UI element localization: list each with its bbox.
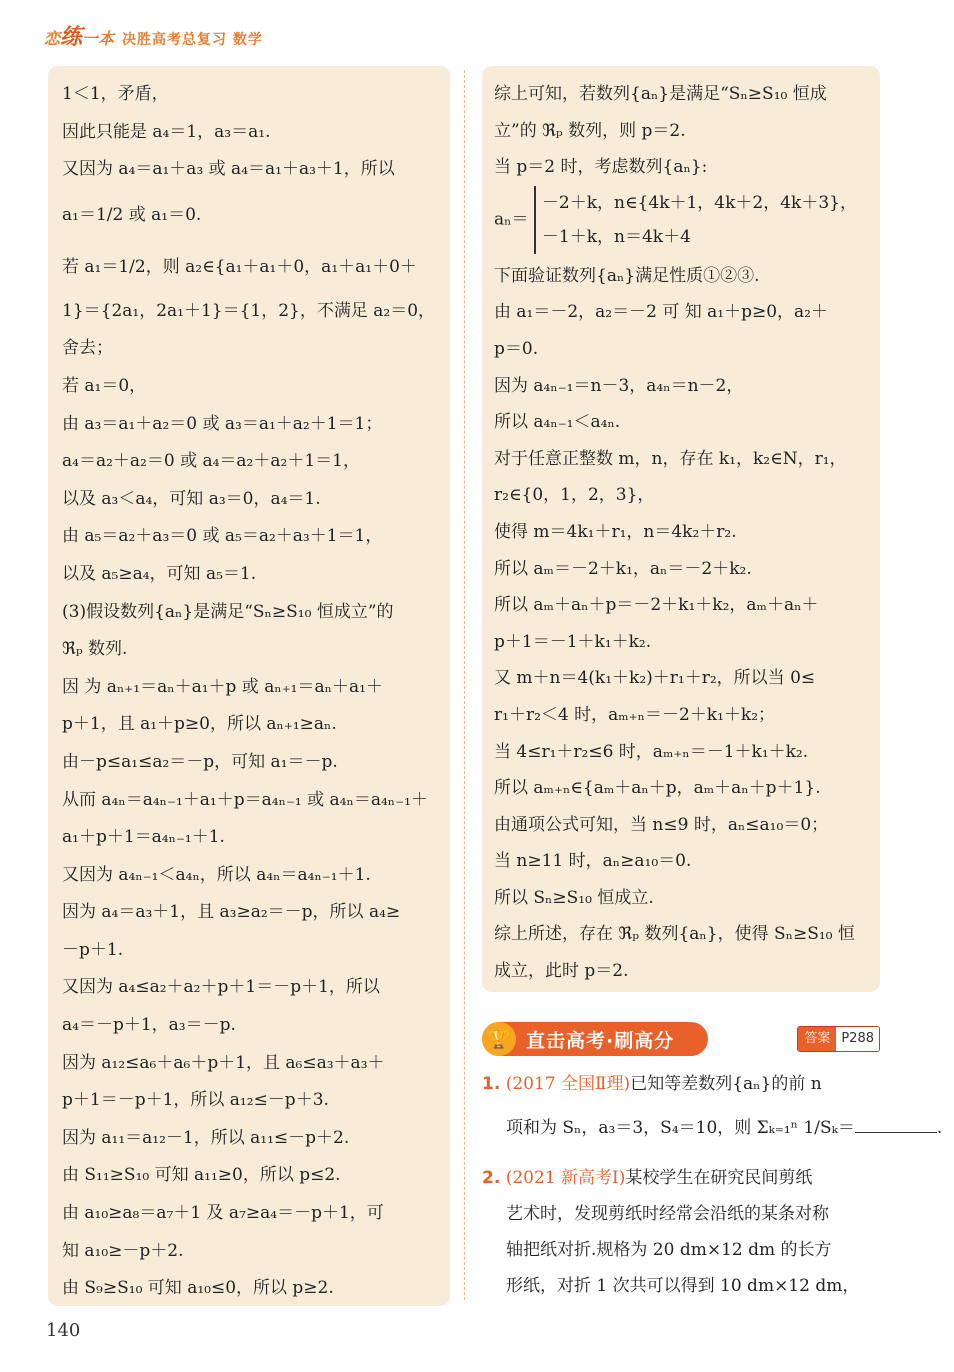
- solution-line: 因 为 aₙ₊₁＝aₙ＋a₁＋p 或 aₙ₊₁＝aₙ＋a₁＋: [62, 676, 383, 697]
- solution-line: 由 S₉≥S₁₀ 可知 a₁₀≤0，所以 p≥2.: [62, 1278, 334, 1299]
- problem-1-line-2: [482, 1102, 943, 1154]
- solution-line: a₄＝a₂＋a₂＝0 或 a₄＝a₂＋a₂＋1＝1，: [62, 451, 360, 472]
- solution-line: p＋1，且 a₁＋p≥0，所以 aₙ₊₁≥aₙ.: [62, 714, 337, 735]
- solution-panel-left: [48, 66, 450, 1306]
- solution-line: 所以 aₘ＝－2＋k₁，aₙ＝－2＋k₂.: [494, 558, 752, 579]
- right-solution-lines-bottom: [494, 258, 870, 990]
- right-solution-lines-top: [494, 76, 870, 186]
- solution-line: 因为 a₁₁＝a₁₂－1，所以 a₁₁≤－p＋2.: [62, 1127, 350, 1148]
- solution-line: p＋1＝－1＋k₁＋k₂.: [494, 631, 652, 652]
- solution-line: 若 a₁＝1/2，则 a₂∈{a₁＋a₁＋0，a₁＋a₁＋0＋: [62, 256, 417, 277]
- solution-line: 所以 a₄ₙ₋₁＜a₄ₙ.: [494, 412, 621, 433]
- solution-line: 由 a₁₀≥a₈＝a₇＋1 及 a₇≥a₄＝－p＋1，可: [62, 1203, 384, 1224]
- solution-line: 又因为 a₄≤a₂＋a₂＋p＋1＝－p＋1，所以: [62, 977, 380, 998]
- problem-number: 1.: [482, 1074, 501, 1094]
- problem-number: 2.: [482, 1168, 501, 1188]
- solution-line: 当 4≤r₁＋r₂≤6 时，aₘ₊ₙ＝－1＋k₁＋k₂.: [494, 741, 809, 762]
- answer-label: 答案: [798, 1027, 836, 1051]
- piecewise-case-2: －1＋k，n＝4k＋4: [541, 226, 691, 247]
- solution-line: 由 a₃＝a₁＋a₂＝0 或 a₃＝a₁＋a₂＋1＝1；: [62, 413, 383, 434]
- solution-line: 当 n≥11 时，aₙ≥a₁₀＝0.: [494, 851, 692, 872]
- solution-line: 以及 a₅≥a₄，可知 a₅＝1.: [62, 563, 257, 584]
- solution-line: 所以 Sₙ≥S₁₀ 恒成立.: [494, 887, 654, 908]
- problem-2-line-4: 形纸，对折 1 次共可以得到 10 dm×12 dm，: [506, 1276, 860, 1296]
- answer-blank: [855, 1114, 937, 1133]
- solution-line: p＋1＝－p＋1，所以 a₁₂≤－p＋3.: [62, 1090, 329, 1111]
- brand-logo: 恋练一本: [44, 25, 115, 50]
- problem-source: (2017 全国Ⅱ理): [505, 1074, 631, 1094]
- answer-page: P288: [836, 1027, 879, 1051]
- solution-line: 1}＝{2a₁，2a₁＋1}＝{1，2}，不满足 a₂＝0，: [62, 300, 436, 321]
- solution-line: 因此只能是 a₄＝1，a₃＝a₁.: [62, 121, 271, 142]
- solution-line: r₂∈{0，1，2，3}，: [494, 485, 655, 506]
- section-header: [482, 1022, 880, 1056]
- solution-line: 以及 a₃＜a₄，可知 a₃＝0，a₄＝1.: [62, 488, 321, 509]
- problem-1-line-1: [482, 1066, 882, 1102]
- trophy-icon: 🏆: [482, 1022, 516, 1056]
- solution-line: －p＋1.: [62, 939, 124, 960]
- piecewise-lhs: aₙ＝: [494, 209, 529, 230]
- solution-line: 因为 a₁₂≤a₆＋a₆＋p＋1，且 a₆≤a₃＋a₃＋: [62, 1052, 385, 1073]
- solution-line: ℜₚ 数列.: [62, 639, 128, 660]
- problem-list: [482, 1066, 943, 1304]
- solution-line: 又因为 a₄＝a₁＋a₃ 或 a₄＝a₁＋a₃＋1，所以: [62, 159, 395, 180]
- book-subtitle: 决胜高考总复习 数学: [122, 32, 263, 48]
- problem-text: .: [936, 1118, 943, 1138]
- solution-line: 由－p≤a₁≤a₂＝－p，可知 a₁＝－p.: [62, 751, 338, 772]
- solution-line: 使得 m＝4k₁＋r₁，n＝4k₂＋r₂.: [494, 521, 737, 542]
- solution-line: 综上可知，若数列{aₙ}是满足“Sₙ≥S₁₀ 恒成: [494, 84, 827, 104]
- solution-line: 由通项公式可知，当 n≤9 时，aₙ≤a₁₀＝0；: [494, 814, 829, 835]
- solution-panel-right: [482, 66, 880, 992]
- solution-line: 又因为 a₄ₙ₋₁＜a₄ₙ，所以 a₄ₙ＝a₄ₙ₋₁＋1.: [62, 864, 371, 885]
- solution-line: 成立，此时 p＝2.: [494, 961, 629, 982]
- solution-line: a₁＋p＋1＝a₄ₙ₋₁＋1.: [62, 827, 225, 848]
- problem-2-line-2: 艺术时，发现剪纸时经常会沿纸的某条对称: [506, 1204, 829, 1224]
- solution-line: 由 S₁₁≥S₁₀ 可知 a₁₁≥0，所以 p≤2.: [62, 1165, 341, 1186]
- solution-line: 舍去；: [62, 338, 113, 359]
- solution-line: 因为 a₄＝a₃＋1，且 a₃≥a₂＝－p，所以 a₄≥: [62, 902, 401, 923]
- solution-line: 若 a₁＝0，: [62, 375, 147, 396]
- problem-text: 项和为 Sₙ，a₃＝3，S₄＝10，则 Σₖ₌₁ⁿ 1/Sₖ＝: [506, 1118, 855, 1138]
- piecewise-case-1: －2＋k，n∈{4k＋1，4k＋2，4k＋3}，: [541, 192, 857, 213]
- solution-line: 又 m＋n＝4(k₁＋k₂)＋r₁＋r₂，所以当 0≤: [494, 668, 816, 689]
- solution-line: 所以 aₘ＋aₙ＋p＝－2＋k₁＋k₂，aₘ＋aₙ＋: [494, 595, 819, 616]
- solution-line: 对于任意正整数 m，n，存在 k₁，k₂∈N，r₁，: [494, 448, 847, 469]
- solution-line: p＝0.: [494, 338, 539, 359]
- answer-reference: [797, 1026, 880, 1052]
- solution-line: 下面验证数列{aₙ}满足性质①②③.: [494, 265, 760, 286]
- problem-2-line-3: 轴把纸对折.规格为 20 dm×12 dm 的长方: [506, 1240, 832, 1260]
- column-divider: [464, 70, 465, 1300]
- solution-line: a₄＝－p＋1，a₃＝－p.: [62, 1015, 236, 1036]
- solution-line: 从而 a₄ₙ＝a₄ₙ₋₁＋a₁＋p＝a₄ₙ₋₁ 或 a₄ₙ＝a₄ₙ₋₁＋: [62, 789, 428, 810]
- solution-line: a₁＝1/2 或 a₁＝0.: [62, 204, 202, 225]
- solution-line: 1＜1，矛盾，: [62, 84, 169, 104]
- section-badge: [482, 1022, 708, 1056]
- solution-line: 由 a₁＝－2，a₂＝－2 可 知 a₁＋p≥0，a₂＋: [494, 302, 828, 323]
- section-title: 直击高考·刷高分: [526, 1029, 675, 1052]
- piecewise-formula: [494, 186, 870, 258]
- solution-line: 立”的 ℜₚ 数列，则 p＝2.: [494, 120, 686, 141]
- problem-text: 已知等差数列{aₙ}的前 n: [630, 1074, 822, 1094]
- solution-line: r₁＋r₂＜4 时，aₘ₊ₙ＝－2＋k₁＋k₂；: [494, 704, 776, 725]
- page-number: 140: [46, 1320, 81, 1341]
- solution-line: 当 p＝2 时，考虑数列{aₙ}:: [494, 157, 708, 178]
- solution-line: 所以 aₘ₊ₙ∈{aₘ＋aₙ＋p，aₘ＋aₙ＋p＋1}.: [494, 778, 821, 799]
- problem-source: (2021 新高考Ⅰ): [505, 1168, 626, 1188]
- solution-line: (3)假设数列{aₙ}是满足“Sₙ≥S₁₀ 恒成立”的: [62, 601, 394, 622]
- page-header: [44, 20, 263, 51]
- problem-text: 某校学生在研究民间剪纸: [625, 1168, 813, 1188]
- solution-line: 知 a₁₀≥－p＋2.: [62, 1240, 184, 1261]
- solution-line: 由 a₅＝a₂＋a₃＝0 或 a₅＝a₂＋a₃＋1＝1，: [62, 526, 383, 547]
- problem-2-line-1: [482, 1160, 882, 1196]
- left-solution-lines: [48, 66, 450, 1308]
- solution-line: 综上所述，存在 ℜₚ 数列{aₙ}，使得 Sₙ≥S₁₀ 恒: [494, 924, 855, 945]
- solution-line: 因为 a₄ₙ₋₁＝n－3，a₄ₙ＝n－2，: [494, 375, 744, 396]
